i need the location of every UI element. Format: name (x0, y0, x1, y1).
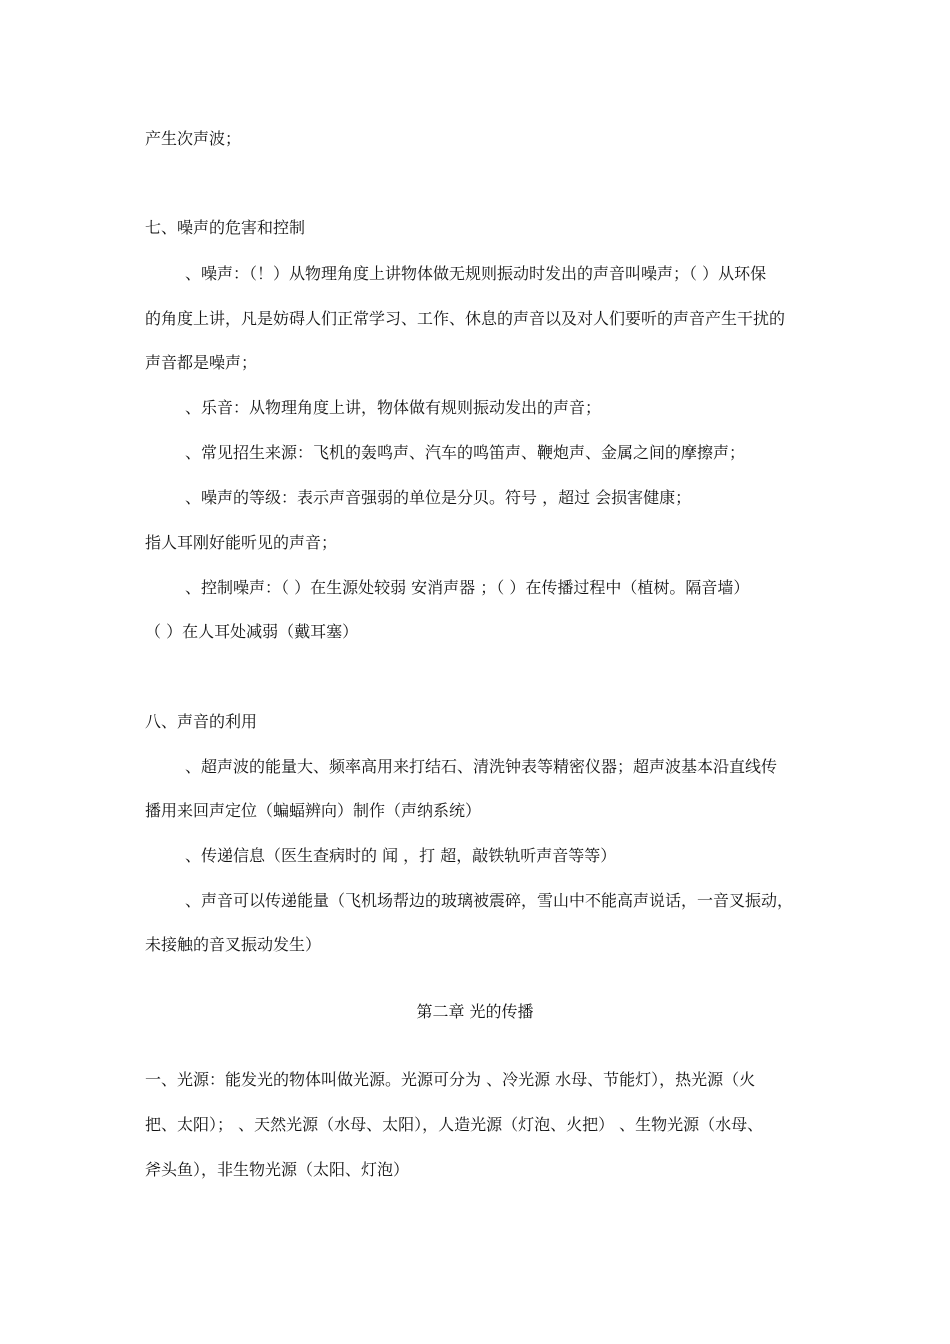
text-line: 、乐音：从物理角度上讲，物体做有规则振动发出的声音； (185, 398, 602, 417)
text-line: 斧头鱼），非生物光源（太阳、灯泡） (145, 1160, 410, 1179)
text-line: 、传递信息（医生查病时的 闻 ，打 超，敲铁轨听声音等等） (185, 846, 617, 865)
text-line: 声音都是噪声； (145, 353, 258, 372)
text-line: 、噪声的等级：表示声音强弱的单位是分贝。符号 ，超过 会损害健康； (185, 488, 692, 507)
text-line: 的角度上讲，凡是妨碍人们正常学习、工作、休息的声音以及对人们要听的声音产生干扰的 (145, 309, 786, 328)
text-line: 指人耳刚好能听见的声音； (145, 533, 338, 552)
text-line: （ ）在人耳处减弱（戴耳塞） (145, 622, 359, 641)
text-line: 产生次声波； (145, 129, 242, 148)
text-line: 、超声波的能量大、频率高用来打结石、清洗钟表等精密仪器；超声波基本沿直线传 (185, 757, 778, 776)
text-line: 、常见招生来源：飞机的轰鸣声、汽车的鸣笛声、鞭炮声、金属之间的摩擦声； (185, 443, 746, 462)
section-heading: 八、声音的利用 (145, 712, 258, 731)
text-line: 播用来回声定位（蝙蝠辨向）制作（声纳系统） (145, 801, 482, 820)
section-heading: 七、噪声的危害和控制 (145, 218, 306, 237)
text-line: 未接触的音叉振动发生） (145, 935, 322, 954)
text-line: 把、太阳）； 、天然光源（水母、太阳），人造光源（灯泡、火把） 、生物光源（水母、 (145, 1115, 764, 1134)
text-line: 一、光源：能发光的物体叫做光源。光源可分为 、冷光源 水母、节能灯），热光源（火 (145, 1070, 756, 1089)
chapter-title: 第二章 光的传播 (416, 1002, 534, 1021)
text-line: 、噪声：（！）从物理角度上讲物体做无规则振动时发出的声音叫噪声；（ ）从环保 (185, 264, 767, 283)
text-line: 、控制噪声：（ ）在生源处较弱 安消声器 ；（ ）在传播过程中（植树。隔音墙） (185, 578, 750, 597)
text-line: 、声音可以传递能量（飞机场帮边的玻璃被震碎，雪山中不能高声说话，一音叉振动， (185, 891, 794, 910)
